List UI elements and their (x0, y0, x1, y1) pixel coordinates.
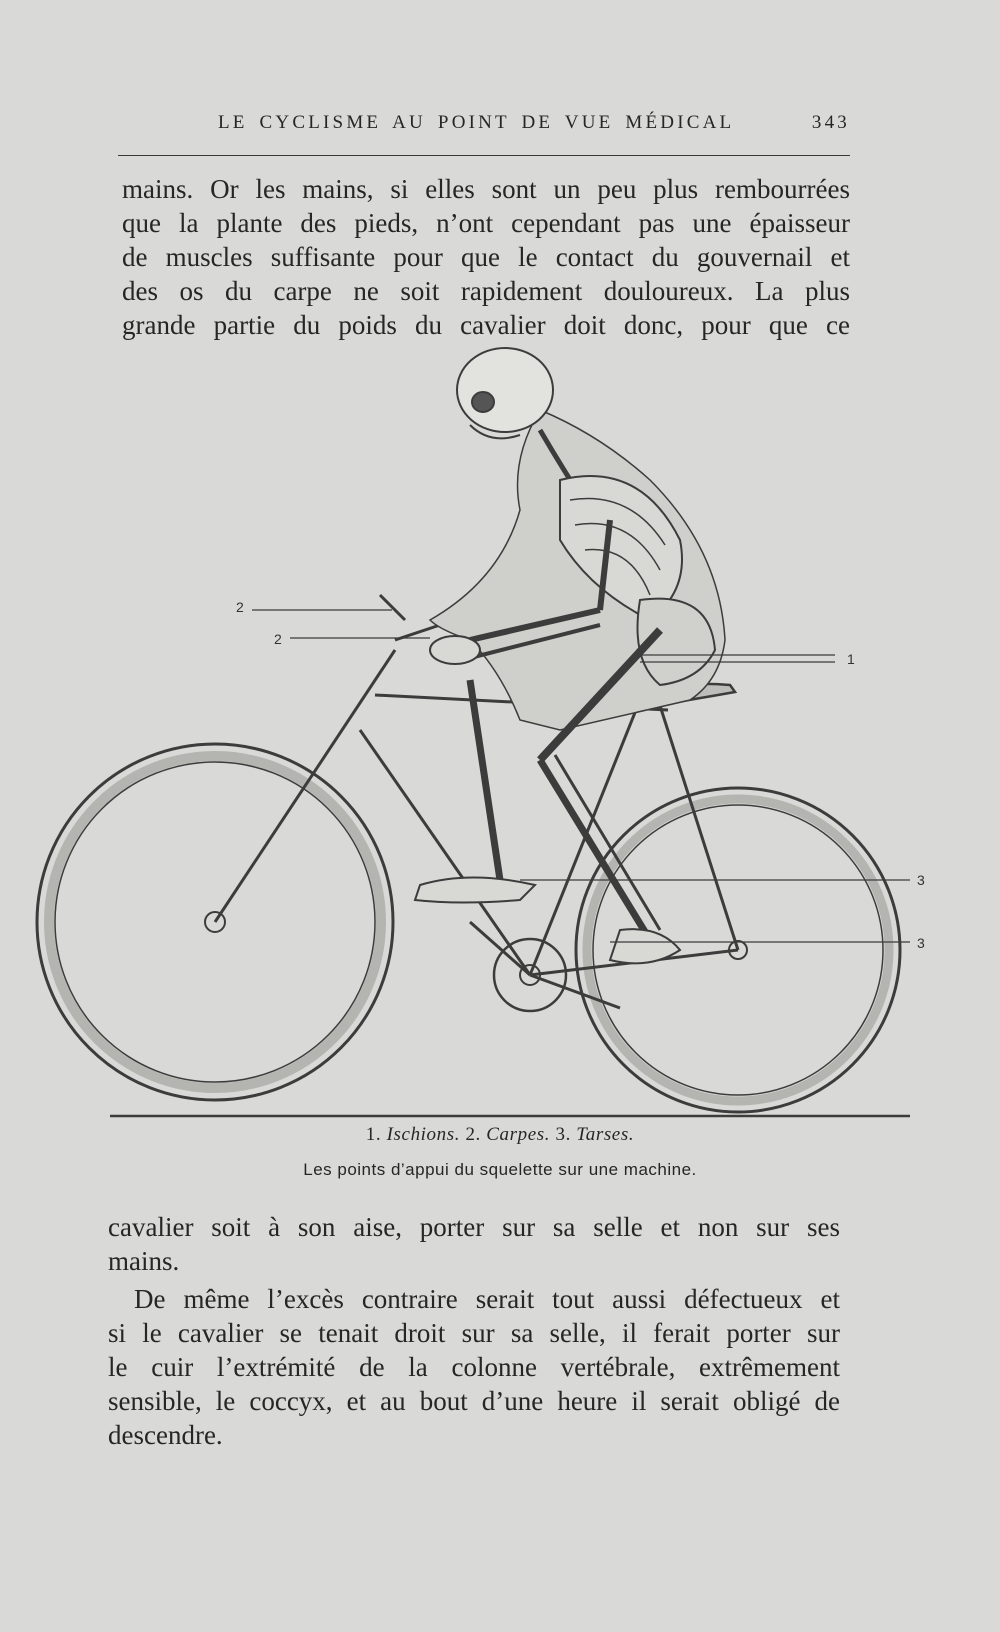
figure-legend (0, 1124, 1000, 1146)
legend-carpes: Carpes. (486, 1124, 551, 1145)
legend-num-1: 1. (365, 1124, 382, 1145)
text-line: de muscles suffisante pour que le contact du gouvernail et (122, 242, 850, 272)
label-carpes-b: 2 (274, 631, 282, 647)
header-rule (118, 155, 850, 156)
running-head (218, 112, 850, 134)
legend-num-3: 3. (555, 1124, 571, 1145)
text-line: mains. Or les mains, si elles sont un peu plus rembourrées (122, 174, 850, 204)
skeleton-bicycle-illustration (0, 340, 1000, 1120)
running-head-title: LE CYCLISME AU POINT DE VUE MÉDICAL (218, 112, 735, 133)
text-line: mains. (108, 1246, 180, 1276)
page-number: 343 (811, 112, 850, 133)
legend-num-2: 2. (465, 1124, 481, 1145)
text-line: si le cavalier se tenait droit sur sa selle, il ferait porter sur (108, 1318, 840, 1348)
text-line: De même l’excès contraire serait tout aussi défectueux et (134, 1284, 840, 1314)
label-ischions: 1 (847, 651, 855, 667)
text-line: que la plante des pieds, n’ont cependant pas une épaisseur (122, 208, 850, 238)
text-line: cavalier soit à son aise, porter sur sa selle et non sur ses (108, 1212, 840, 1242)
legend-tarses: Tarses. (576, 1124, 635, 1145)
text-line: descendre. (108, 1420, 223, 1450)
text-line: sensible, le coccyx, et au bout d’une heure il serait obligé de (108, 1386, 840, 1416)
paragraph-top (122, 172, 850, 342)
label-tarses-a: 3 (917, 872, 925, 888)
paragraph-bottom (108, 1210, 840, 1278)
text-line: le cuir l’extrémité de la colonne vertébrale, extrêmement (108, 1352, 840, 1382)
text-line: des os du carpe ne soit rapidement douloureux. La plus (122, 276, 850, 306)
figure-caption: Les points d’appui du squelette sur une machine. (303, 1160, 697, 1179)
paragraph-bottom-2 (108, 1282, 840, 1452)
legend-ischions: Ischions. (386, 1124, 461, 1145)
label-carpes-a: 2 (236, 599, 244, 615)
text-line: grande partie du poids du cavalier doit donc, pour que ce (122, 310, 850, 340)
label-tarses-b: 3 (917, 935, 925, 951)
